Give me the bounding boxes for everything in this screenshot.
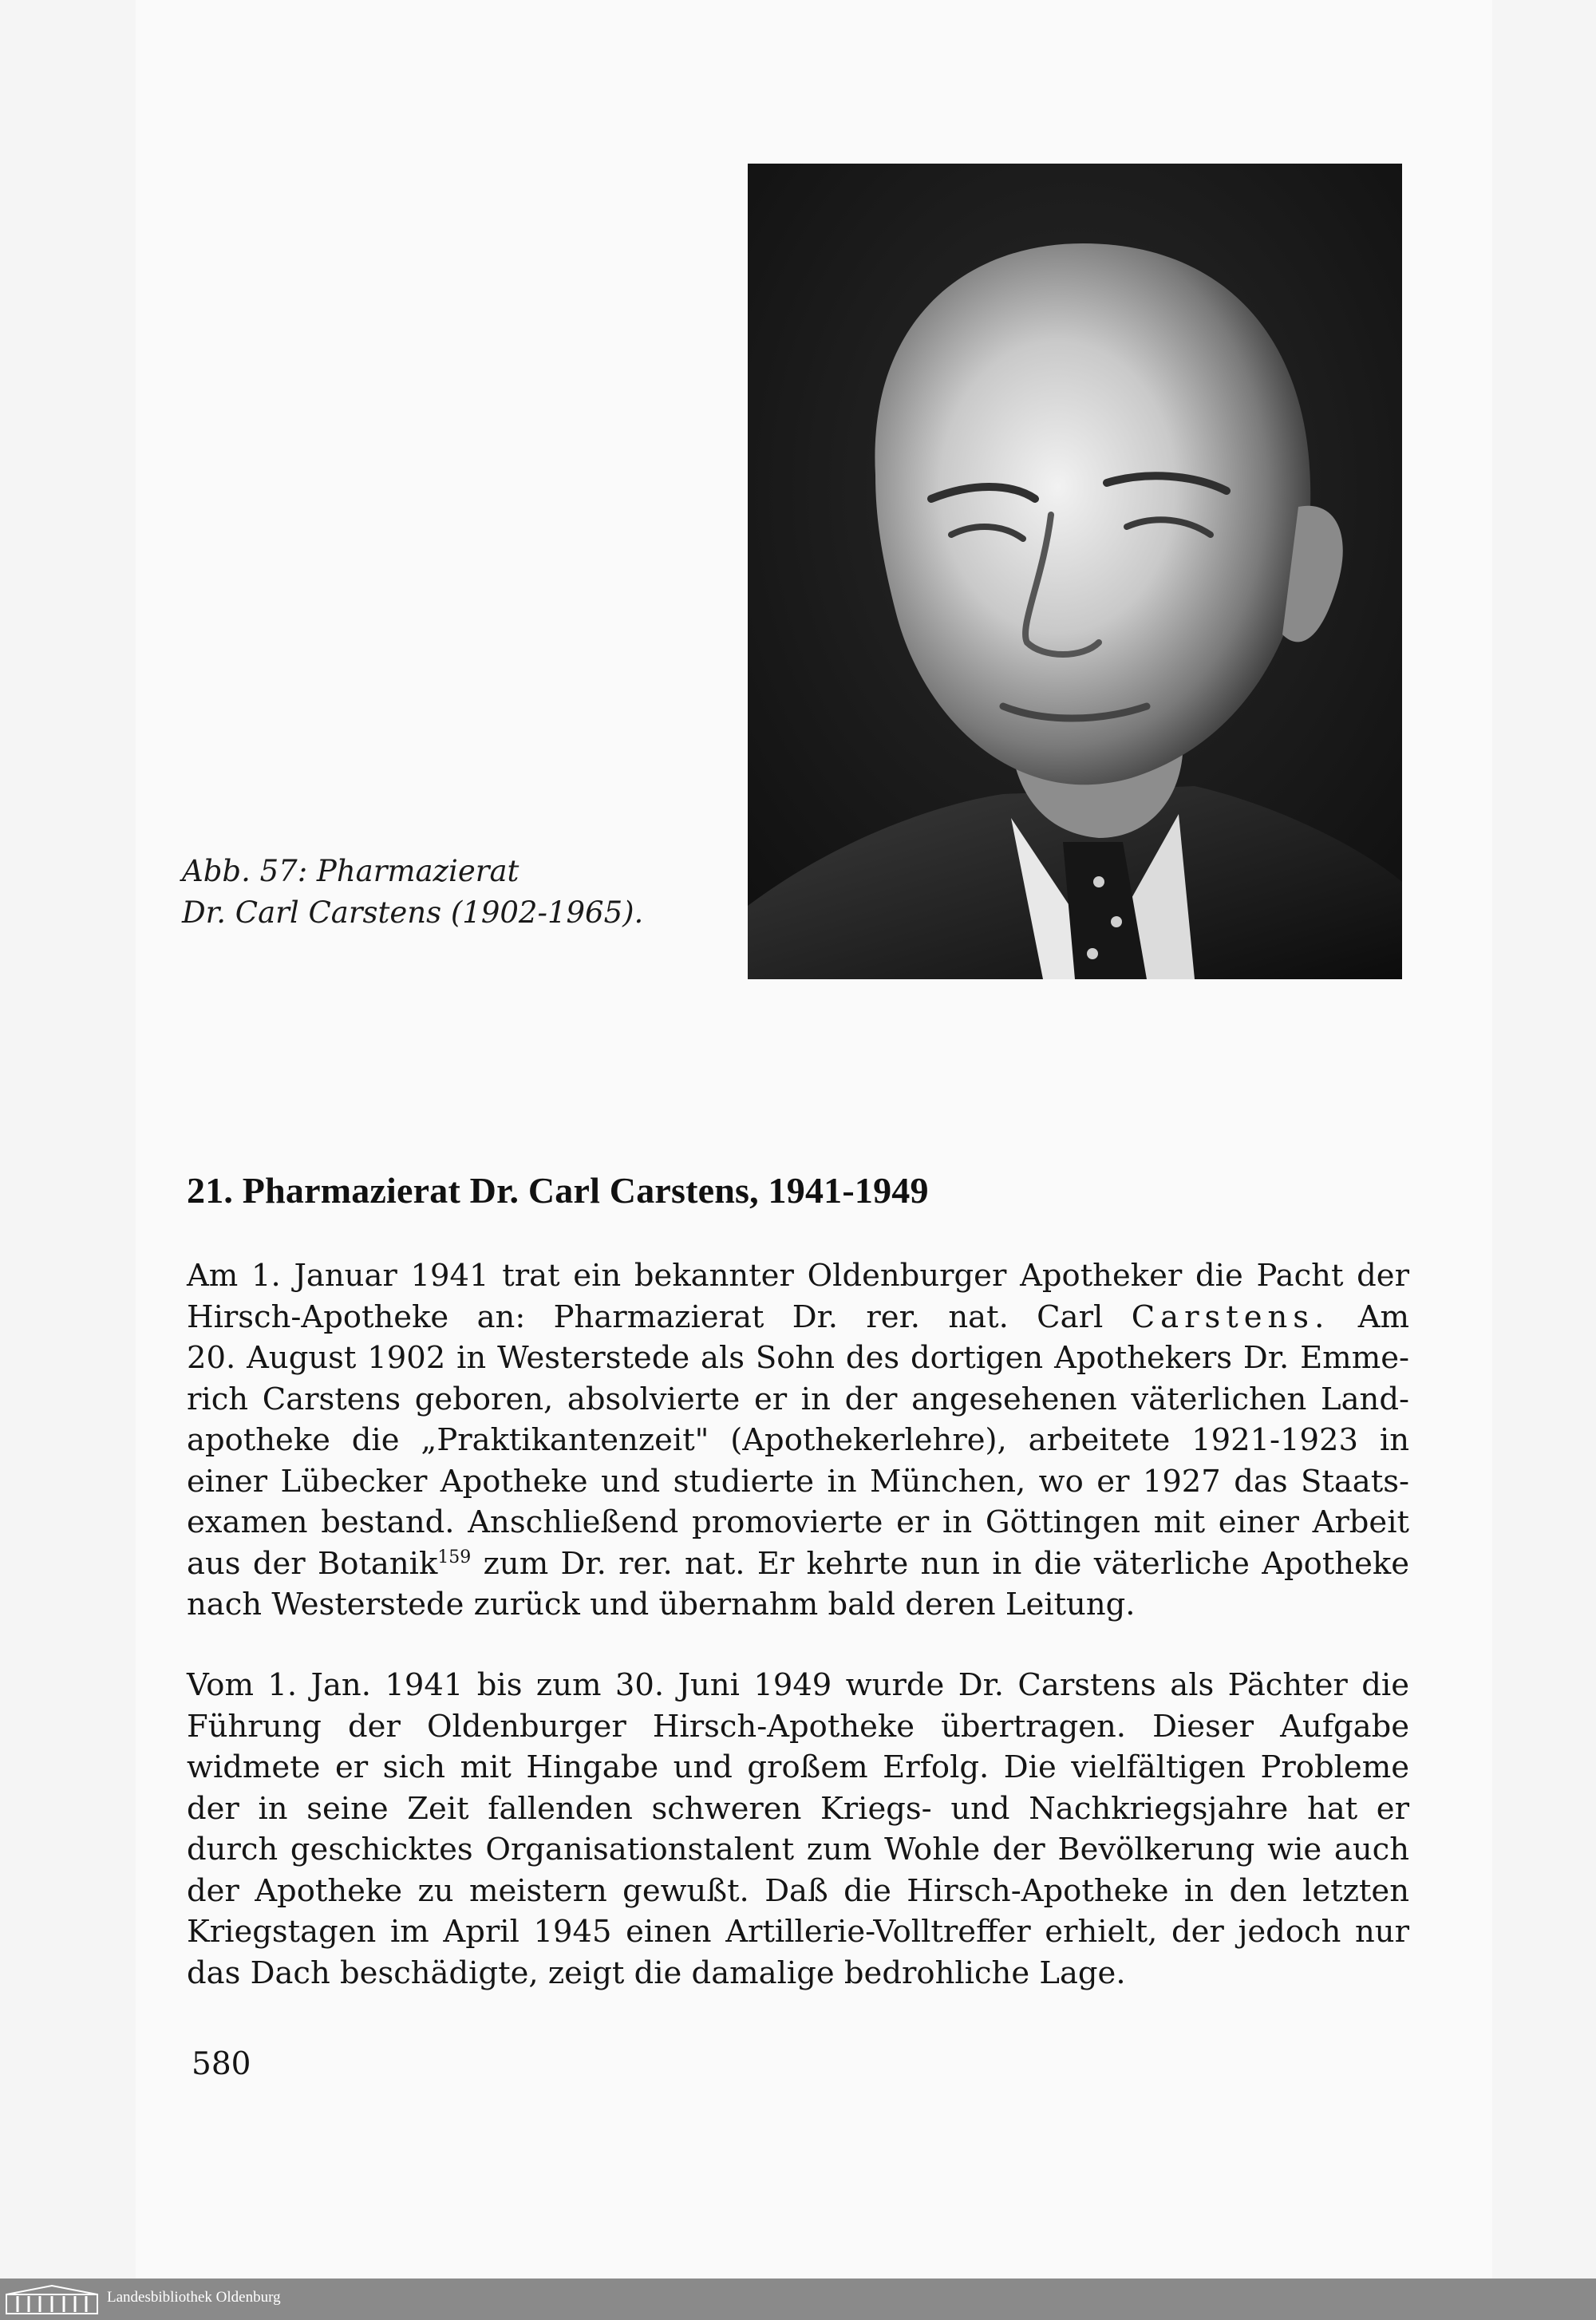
text-line: der in seine Zeit fallenden schweren Kriegs- und Nachkriegsjahre hat er [187, 1790, 1409, 1827]
text-line: Vom 1. Jan. 1941 bis zum 30. Juni 1949 wurde Dr. Carstens als Pächter die [187, 1667, 1409, 1703]
text-line: Kriegstagen im April 1945 einen Artillerie-Volltreffer erhielt, der jedoch nur [187, 1914, 1409, 1950]
portrait-illustration [748, 164, 1402, 979]
text-line: nach Westerstede zurück und übernahm bald deren Leitung. [187, 1587, 1136, 1622]
library-footer-bar [0, 2279, 1596, 2320]
text-line: Führung der Oldenburger Hirsch-Apotheke übertragen. Dieser Aufgabe [187, 1708, 1409, 1745]
portrait-photo [748, 164, 1402, 979]
text-line: durch geschicktes Organisationstalent zum Wohle der Bevölkerung wie auch [187, 1832, 1409, 1867]
text-line: examen bestand. Anschließend promovierte er in Göttingen mit einer Arbeit [187, 1504, 1409, 1540]
page-number: 580 [192, 2046, 251, 2082]
text-line: einer Lübecker Apotheke und studierte in München, wo er 1927 das Staats- [187, 1463, 1409, 1500]
text-line [187, 1297, 1409, 1338]
text-line: Am 1. Januar 1941 trat ein bekannter Oldenburger Apotheker die Pacht der [187, 1258, 1409, 1294]
text-line: rich Carstens geboren, absolvierte er in der angesehenen väterlichen Land- [187, 1381, 1409, 1417]
text-fragment: zum Dr. rer. nat. Er kehrte nun in die väterliche Apotheke [471, 1545, 1409, 1582]
section-heading: 21. Pharmazierat Dr. Carl Carstens, 1941-1949 [187, 1170, 929, 1211]
text-line [187, 1543, 1409, 1585]
paragraph-1 [187, 1255, 1409, 1626]
text-line: 20. August 1902 in Westerstede als Sohn des dortigen Apothekers Dr. Emme- [187, 1340, 1409, 1376]
text-line: der Apotheke zu meistern gewußt. Daß die Hirsch-Apotheke in den letzten [187, 1872, 1409, 1909]
text-line: apotheke die „Praktikantenzeit" (Apothekerlehre), arbeitete 1921-1923 in [187, 1422, 1409, 1458]
text-line: widmete er sich mit Hingabe und großem Erfolg. Die vielfältigen Probleme [187, 1749, 1409, 1785]
figure-caption [182, 851, 693, 934]
text-fragment: Hirsch-Apotheke an: Pharmazierat Dr. rer. nat. Carl [187, 1298, 1104, 1335]
caption-line: Abb. 57: Pharmazierat [182, 854, 519, 888]
text-fragment: aus der Botanik [187, 1545, 438, 1582]
text-fragment: Am [1357, 1298, 1409, 1335]
person-name: Carstens. [1131, 1298, 1330, 1335]
footnote-reference: 159 [437, 1547, 472, 1567]
paragraph-2 [187, 1665, 1409, 1994]
text-line: das Dach beschädigte, zeigt die damalige bedrohliche Lage. [187, 1954, 1126, 1991]
caption-line: Dr. Carl Carstens (1902-1965). [182, 895, 644, 930]
library-name: Landesbibliothek Oldenburg [107, 2289, 281, 2306]
library-building-icon [5, 2283, 99, 2315]
